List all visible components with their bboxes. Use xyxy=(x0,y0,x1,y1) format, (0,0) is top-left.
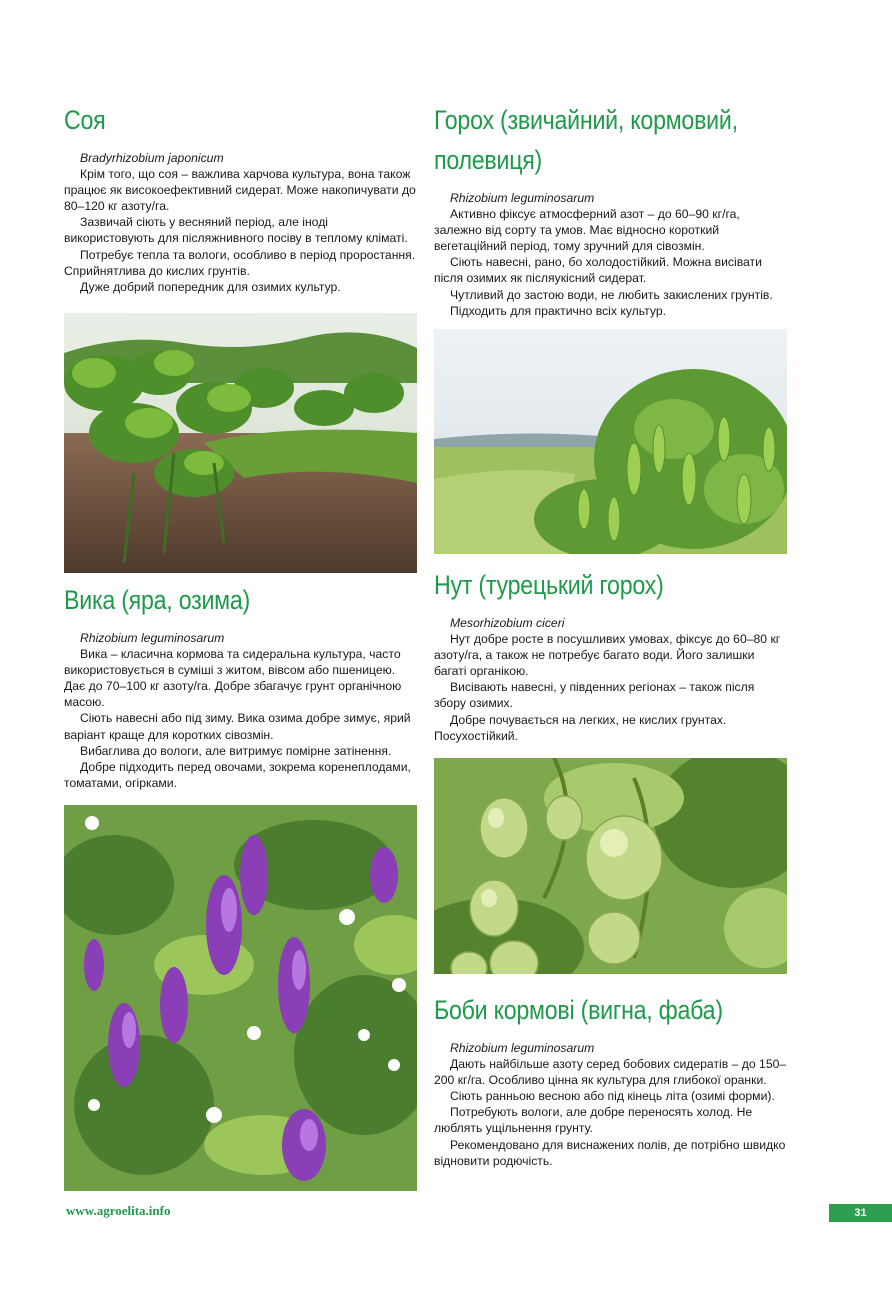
vetch-paragraph: Вика – класична кормова та сидеральна культура, часто використовується в суміші з житом, вівсом або пшеницею. Дає до 70–100 кг азоту/га. Добре збагачує грунт органічною масою. xyxy=(64,647,402,710)
soy-title: Соя xyxy=(64,105,106,135)
vetch-text xyxy=(64,630,417,791)
chickpea-section xyxy=(434,565,787,744)
chickpea-paragraph: Добре почувається на легких, не кислих грунтах. Посухостійкий. xyxy=(434,712,727,743)
fababean-paragraph: Рекомендовано для виснажених полів, де потрібно швидко відновити родючість. xyxy=(434,1137,786,1168)
pea-section xyxy=(434,100,787,319)
pea-photo xyxy=(434,329,787,554)
left-column xyxy=(64,100,417,295)
vetch-paragraph: Сіють навесні або під зиму. Вика озима добре зимує, ярий варіант краще для коротких сівозмін. xyxy=(64,711,411,742)
pea-text xyxy=(434,190,787,319)
chickpea-paragraph: Нут добре росте в посушливих умовах, фіксує до 60–80 кг азоту/га, а також не потребує багато води. Його залишки багаті органікою. xyxy=(434,632,781,679)
chickpea-column xyxy=(434,565,787,744)
fababean-section xyxy=(434,990,787,1169)
pea-paragraph: Підходить для практично всіх культур. xyxy=(450,303,667,318)
vetch-paragraph: Вибаглива до вологи, але витримує помірне затінення. xyxy=(80,743,392,758)
page-number-badge xyxy=(829,1204,892,1222)
chickpea-photo xyxy=(434,758,787,974)
chickpea-text xyxy=(434,615,787,744)
chickpea-paragraph: Висівають навесні, у південних регіонах – також після збору озимих. xyxy=(434,680,755,711)
soy-paragraph: Зазвичай сіють у весняний період, але іноді використовують для післяжнивного посіву в теплому кліматі. xyxy=(64,215,408,246)
pea-paragraph: Чутливий до застою води, не любить закислених грунтів. xyxy=(450,287,773,302)
vetch-paragraph: Добре підходить перед овочами, зокрема коренеплодами, томатами, огірками. xyxy=(64,759,411,790)
footer-url-link[interactable]: www.agroelita.info xyxy=(66,1203,171,1218)
fababean-paragraph: Дають найбільше азоту серед бобових сидератів – до 150–200 кг/га. Особливо цінна як культура для глибокої оранки. xyxy=(434,1057,787,1088)
vetch-column xyxy=(64,580,417,791)
pea-title: Горох (звичайний, кормовий, полевиця) xyxy=(434,105,738,175)
soy-latin: Bradyrhizobium japonicum xyxy=(80,151,224,165)
vetch-section xyxy=(64,580,417,791)
chickpea-latin: Mesorhizobium ciceri xyxy=(450,616,565,630)
soy-text xyxy=(64,150,417,295)
vetch-latin: Rhizobium leguminosarum xyxy=(80,631,225,645)
soy-paragraph: Дуже добрий попередник для озимих культур. xyxy=(80,279,341,294)
soy-paragraph: Потребує тепла та вологи, особливо в період проростання. Сприйнятлива до кислих грунтів. xyxy=(64,247,416,278)
fababean-paragraph: Потребують вологи, але добре переносять холод. Не люблять ущільнення грунту. xyxy=(434,1105,753,1136)
soy-photo xyxy=(64,313,417,573)
fababean-title: Боби кормові (вигна, фаба) xyxy=(434,995,723,1025)
pea-paragraph: Активно фіксує атмосферний азот – до 60–90 кг/га, залежно від сорту та умов. Має відносно короткий вегетаційний період, тому зручний для сівозмін. xyxy=(434,207,740,254)
soy-paragraph: Крім того, що соя – важлива харчова культура, вона також працює як високоефективний сидерат. Може накопичувати до 80–120 кг азоту/га. xyxy=(64,167,416,214)
pea-latin: Rhizobium leguminosarum xyxy=(450,191,595,205)
vetch-photo xyxy=(64,805,417,1191)
page-number: 31 xyxy=(854,1207,867,1219)
fababean-latin: Rhizobium leguminosarum xyxy=(450,1041,595,1055)
vetch-title: Вика (яра, озима) xyxy=(64,585,251,615)
fababean-column xyxy=(434,990,787,1169)
right-column xyxy=(434,100,787,319)
chickpea-title: Нут (турецький горох) xyxy=(434,570,664,600)
fababean-text xyxy=(434,1040,787,1169)
pea-paragraph: Сіють навесні, рано, бо холодостійкий. Можна висівати після озимих як післяукісний сидерат. xyxy=(434,255,762,286)
fababean-paragraph: Сіють ранньою весною або під кінець літа (озимі форми). xyxy=(450,1089,775,1104)
soy-section xyxy=(64,100,417,295)
